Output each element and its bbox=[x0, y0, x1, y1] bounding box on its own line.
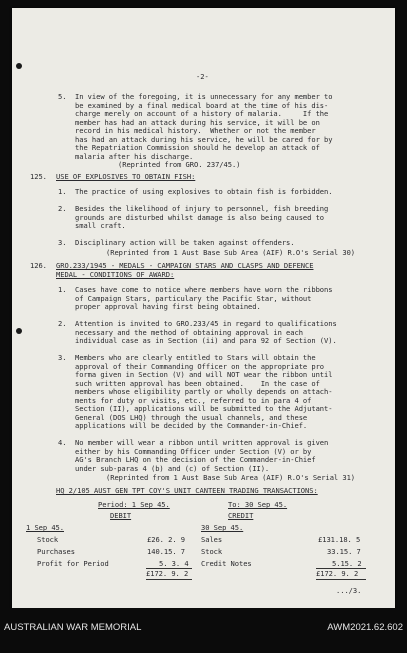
footer-institution: AUSTRALIAN WAR MEMORIAL bbox=[4, 622, 142, 633]
order125-item-line: The practice of using explosives to obtain fish is forbidden. bbox=[75, 187, 333, 196]
order126-number: 126. bbox=[30, 261, 47, 270]
para5-line: malaria after his discharge. bbox=[75, 151, 194, 161]
para5-line: In view of the foregoing, it is unnecessary for any member to bbox=[75, 92, 333, 101]
debit-row-label: Profit for Period bbox=[37, 559, 109, 568]
continuation-marker: .../3. bbox=[336, 586, 362, 595]
credit-row-amount: 5.15. 2 bbox=[332, 559, 362, 568]
order126-item-line: AG's Branch LHQ on the decision of the Commander-in-Chief bbox=[75, 455, 316, 464]
canteen-title: HQ 2/105 AUST GEN TPT COY'S UNIT CANTEEN TRADING TRANSACTIONS: bbox=[56, 486, 318, 495]
canteen-debit-date: 1 Sep 45. bbox=[26, 523, 64, 532]
debit-row-amount: £26. 2. 9 bbox=[147, 535, 185, 544]
para5-number: 5. bbox=[58, 92, 67, 101]
order126-item-line: ments for duty or visits, etc., referred to in para 4 of bbox=[75, 395, 312, 405]
debit-row-label: Purchases bbox=[37, 547, 75, 556]
para5-line: member has had an attack during his service, it will be on bbox=[75, 117, 320, 127]
debit-total-double-rule bbox=[146, 579, 192, 580]
debit-row-label: Stock bbox=[37, 535, 59, 544]
punch-hole bbox=[16, 328, 22, 334]
order125-number: 125. bbox=[30, 172, 47, 181]
order126-item-line: approval of their Commanding Officer on the appropriate pro bbox=[75, 361, 325, 371]
order126-item-line: proper approval having first being obtained. bbox=[75, 302, 261, 311]
order126-item-line: General (DOS LHQ) through the usual channels, and these bbox=[75, 412, 308, 422]
canteen-period-from: Period: 1 Sep 45. bbox=[98, 500, 170, 509]
order126-item-line: Cases have come to notice where members have worn the ribbons bbox=[75, 285, 333, 294]
credit-total-double-rule bbox=[316, 579, 366, 580]
order125-title: USE OF EXPLOSIVES TO OBTAIN FISH: bbox=[56, 172, 196, 181]
order126-item-number: 4. bbox=[58, 438, 67, 447]
order126-title-line: GRO.233/1945 - MEDALS - CAMPAIGN STARS AND CLASPS AND DEFENCE bbox=[56, 261, 314, 270]
credit-row-label: Sales bbox=[201, 535, 223, 544]
debit-total: £172. 9. 2 bbox=[146, 569, 189, 578]
order126-item-line: individual case as in Section (ii) and para 92 of Section (V). bbox=[75, 336, 337, 345]
punch-hole bbox=[16, 63, 22, 69]
page-number: -2- bbox=[196, 72, 209, 81]
order125-item-line: grounds are disturbed whilst damage is also being caused to bbox=[75, 212, 325, 222]
order126-item-number: 3. bbox=[58, 353, 67, 362]
para5-line: be examined by a final medical board at the time of his dis- bbox=[75, 100, 329, 110]
credit-row-label: Stock bbox=[201, 547, 223, 556]
order126-reprint-note: (Reprinted from 1 Aust Base Sub Area (AIF) R.O's Serial 31) bbox=[106, 473, 356, 482]
debit-row-amount: 140.15. 7 bbox=[147, 547, 185, 556]
para5-line: the Repatriation Commission should he develop an attack of bbox=[75, 143, 320, 152]
order126-item-line: of Campaign Stars, particulary the Pacific Star, without bbox=[75, 293, 312, 303]
canteen-debit-header: DEBIT bbox=[110, 511, 132, 520]
canteen-period-to: To: 30 Sep 45. bbox=[228, 500, 288, 509]
credit-row-amount: 33.15. 7 bbox=[327, 547, 361, 556]
order126-item-number: 1. bbox=[58, 285, 67, 294]
canteen-credit-date: 30 Sep 45. bbox=[201, 523, 244, 532]
order126-item-line: Section (II), applications will be submitted to the Adjutant- bbox=[75, 404, 333, 413]
order126-item-line: forma given in Section (V) and will NOT wear the ribbon until bbox=[75, 370, 333, 379]
order125-item-line: Disciplinary action will be taken against offenders. bbox=[75, 238, 295, 247]
order126-item-line: No member will wear a ribbon until written approval is given bbox=[75, 438, 329, 447]
credit-total: £172. 9. 2 bbox=[316, 569, 359, 578]
order126-item-line: Members who are clearly entitled to Stars will obtain the bbox=[75, 353, 316, 362]
order125-item-line: Besides the likelihood of injury to personnel, fish breeding bbox=[75, 204, 329, 213]
order126-item-line: Attention is invited to GRO.233/45 in regard to qualifications bbox=[75, 319, 337, 328]
para5-reprint-note: (Reprinted from GRO. 237/45.) bbox=[118, 160, 241, 169]
credit-row-label: Credit Notes bbox=[201, 559, 252, 568]
order126-item-line: applications will be decided by the Commander-in-Chief. bbox=[75, 421, 308, 430]
footer-reference-id: AWM2021.62.602 bbox=[327, 622, 403, 633]
order126-item-number: 2. bbox=[58, 319, 67, 328]
canteen-credit-header: CREDIT bbox=[228, 511, 254, 520]
para5-line: charge merely on account of a history of malaria. If the bbox=[75, 109, 329, 118]
archive-footer bbox=[0, 608, 407, 653]
order125-item-line: small craft. bbox=[75, 221, 126, 230]
credit-row-amount: £131.18. 5 bbox=[318, 535, 361, 544]
debit-row-amount: 5. 3. 4 bbox=[159, 559, 189, 568]
order125-item-number: 3. bbox=[58, 238, 67, 247]
order125-item-number: 2. bbox=[58, 204, 67, 213]
para5-line: has had an attack during his service, he will be cared for by bbox=[75, 134, 333, 144]
order125-reprint-note: (Reprinted from 1 Aust Base Sub Area (AIF) R.O's Serial 30) bbox=[106, 248, 356, 257]
order126-item-line: under sub-paras 4 (b) and (c) of Section (II). bbox=[75, 463, 270, 473]
order126-item-line: either by his Commanding Officer under Section (V) or by bbox=[75, 446, 312, 456]
order126-item-line: members whose eligibility partly or wholly depends on attach- bbox=[75, 387, 333, 396]
order126-title-line: MEDAL - CONDITIONS OF AWARD: bbox=[56, 269, 175, 279]
order126-item-line: such written approval has been obtained. In the case of bbox=[75, 378, 320, 388]
para5-line: record in his medical history. Whether or not the member bbox=[75, 126, 316, 135]
order125-item-number: 1. bbox=[58, 187, 67, 196]
order126-item-line: necessary and the method of obtaining approval in each bbox=[75, 327, 303, 337]
